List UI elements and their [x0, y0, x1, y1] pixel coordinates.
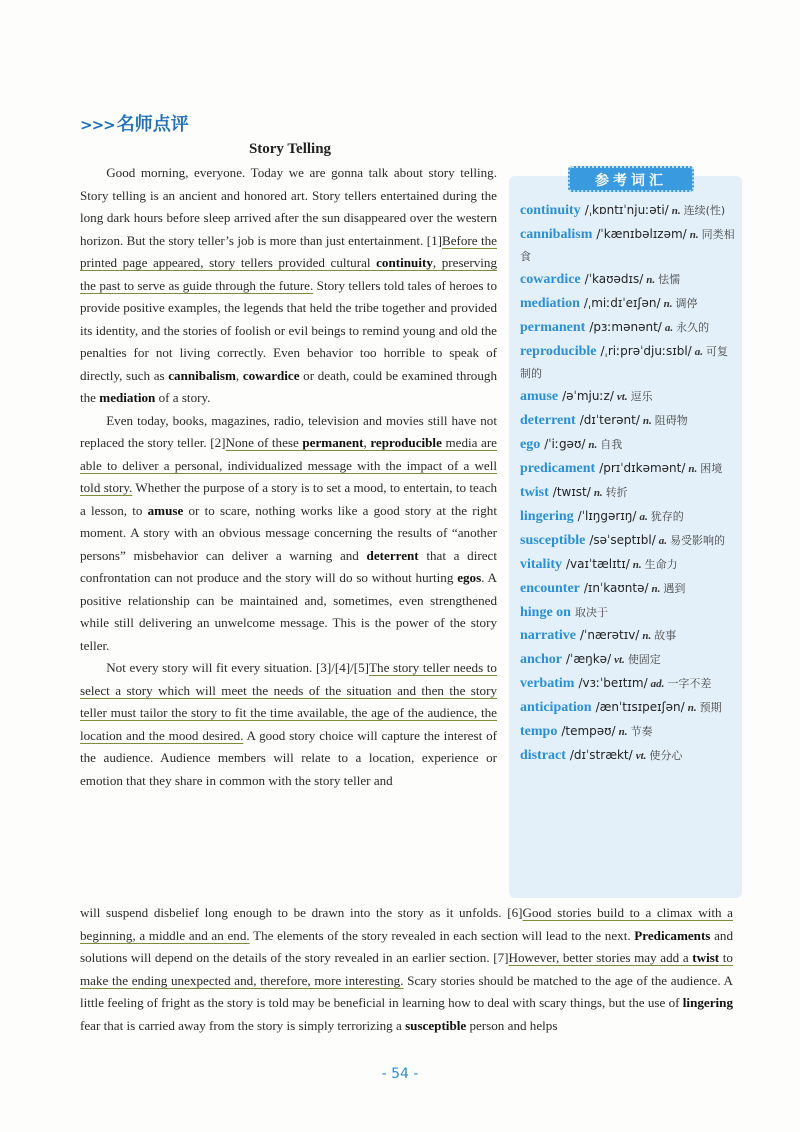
- text-run: to make the ending unexpected and, therefore, more interesting.: [80, 950, 733, 988]
- vocab-word: deterrent: [520, 413, 576, 428]
- vocab-phonetic: /twɪst/: [552, 485, 591, 499]
- text-run: susceptible: [405, 1017, 467, 1033]
- vocab-entry: [520, 697, 738, 719]
- section-arrows: >>>: [80, 116, 115, 134]
- text-run: media are able to deliver a personal, individualized message with the impact of a well told story.: [80, 435, 497, 495]
- text-run: amuse: [147, 502, 184, 518]
- vocab-pos: ad.: [650, 678, 665, 690]
- text-run: lingering: [682, 995, 733, 1010]
- vocab-meaning: 预期: [699, 701, 722, 714]
- vocab-phonetic: /vɜːˈbeɪtɪm/: [578, 676, 648, 690]
- vocab-entry: [520, 341, 738, 384]
- vocab-phonetic: /ænˈtɪsɪpeɪʃən/: [595, 700, 685, 714]
- text-run: However, better stories may add a: [508, 950, 693, 965]
- text-run: Not every story will fit every situation. [3]/[4]/[5]: [106, 660, 370, 675]
- text-run: . A positive relationship can be maintained and, sometimes, even strengthened while still delivering an unwelcome message. This is the power of the story teller.: [80, 570, 498, 653]
- paragraph-2: [80, 410, 497, 658]
- vocab-entry: [520, 721, 738, 743]
- vocab-entry: [520, 386, 738, 408]
- text-run: Before the printed page appeared, story tellers provided cultural: [80, 232, 497, 270]
- vocab-entry: [520, 410, 738, 432]
- vocab-word: verbatim: [520, 676, 575, 691]
- vocab-meaning: 遇到: [663, 582, 686, 595]
- vocab-entry: [520, 458, 738, 480]
- vocab-phonetic: /ˈlɪŋgərɪŋ/: [577, 509, 637, 523]
- text-run: None of these: [225, 435, 303, 450]
- vocab-pos: n.: [588, 439, 598, 451]
- vocab-entry: [520, 530, 738, 552]
- vocab-phonetic: /ˌriːprəˈdjuːsɪbl/: [600, 344, 692, 358]
- vocab-pos: vt.: [635, 750, 647, 762]
- text-run: ,: [363, 435, 371, 450]
- text-run: continuity: [376, 255, 433, 270]
- text-run: Predicaments: [634, 927, 711, 943]
- vocab-meaning: 同类相食: [520, 228, 735, 263]
- vocab-phonetic: /ˈæŋkə/: [566, 652, 612, 666]
- vocab-meaning: 阻碍物: [654, 414, 688, 427]
- vocab-meaning: 节奏: [630, 725, 653, 738]
- section-title-text: 名师点评: [116, 114, 189, 135]
- vocab-entry: [520, 200, 738, 222]
- vocab-pos: n.: [642, 415, 652, 427]
- vocab-entry: [520, 293, 738, 315]
- vocab-word: predicament: [520, 461, 596, 476]
- vocab-phonetic: /ˈkænɪbəlɪzəm/: [596, 227, 687, 241]
- vocab-entry: [520, 578, 738, 600]
- vocab-entry: [520, 649, 738, 671]
- vocab-phonetic: /prɪˈdɪkəmənt/: [599, 461, 686, 475]
- vocab-entry: [520, 554, 738, 576]
- vocab-word: reproducible: [520, 344, 597, 359]
- vocab-pos: n.: [651, 583, 661, 595]
- vocab-heading: 参考词汇: [568, 166, 694, 192]
- page-number: - 54 -: [381, 1066, 419, 1082]
- vocab-entry: [520, 625, 738, 647]
- vocab-word: narrative: [520, 628, 576, 643]
- text-run: will suspend disbelief long enough to be drawn into the story as it unfolds. [6]: [80, 905, 523, 920]
- vocab-entry: [520, 482, 738, 504]
- text-run: or to scare, nothing works like a good story at the right moment. A story with an obvious message concerning the results of “another persons” misbehavior can deliver a warning and: [80, 502, 497, 563]
- vocab-meaning: 逗乐: [630, 390, 653, 403]
- vocab-pos: vt.: [614, 654, 625, 666]
- vocab-word: tempo: [520, 724, 558, 739]
- vocab-pos: n.: [618, 726, 628, 738]
- text-run: Good morning, everyone. Today we are gonna talk about story telling. Story telling is an ancient and honored art. Story tellers entertained during the long dark hours before sleep arrived after the sun disappeared over the western horizon. But the story teller’s job is more than just entertainment. [1]: [80, 165, 497, 248]
- text-run: A good story choice will capture the interest of the audience. Audience members will relate to a location, experience or emotion that they share in common with the story teller and: [80, 727, 497, 788]
- text-run: Scary stories should be matched to the age of the audience. A little feeling of fright as the story is told may be beneficial in learning how to deal with scary things, but the use of: [80, 972, 733, 1010]
- article-title: Story Telling: [248, 141, 332, 157]
- text-run: and solutions will depend on the details of the story revealed in an earlier section. [7]: [80, 927, 733, 965]
- vocab-meaning: 使分心: [649, 749, 683, 762]
- text-run: Even today, books, magazines, radio, television and movies still have not replaced the story teller. [2]: [80, 412, 497, 450]
- vocab-word: ego: [520, 437, 541, 452]
- vocab-entry: [520, 269, 738, 291]
- vocab-pos: vt.: [616, 391, 628, 403]
- vocab-phonetic: /tempəʊ/: [561, 724, 616, 738]
- text-run: of a story.: [155, 390, 211, 405]
- vocab-entry: [520, 317, 738, 339]
- vocab-pos: n.: [632, 559, 642, 571]
- vocab-pos: n.: [671, 205, 681, 217]
- vocab-word: distract: [520, 748, 566, 763]
- section-title: [80, 110, 189, 136]
- text-run: twist: [692, 950, 720, 965]
- vocab-pos: a.: [658, 535, 667, 547]
- vocab-meaning: 易受影响的: [669, 534, 725, 547]
- vocab-phonetic: /ɪnˈkaʊntə/: [583, 581, 649, 595]
- vocab-phonetic: /dɪˈstrækt/: [569, 748, 633, 762]
- vocab-word: lingering: [520, 509, 574, 524]
- vocab-entry: [520, 434, 738, 456]
- vocab-meaning: 使固定: [627, 653, 661, 666]
- text-run: , preserving the past to serve as guide through the future.: [80, 255, 497, 293]
- vocab-pos: n.: [689, 229, 699, 241]
- text-run: that a direct confrontation can not produce and the story will do so without hurting: [80, 547, 497, 585]
- vocab-phonetic: /pɜːmənənt/: [589, 320, 662, 334]
- vocab-word: amuse: [520, 389, 559, 404]
- vocab-phonetic: /ˈiːgəʊ/: [544, 437, 586, 451]
- vocab-meaning: 怯懦: [658, 273, 681, 286]
- paragraph-1: [80, 162, 497, 410]
- vocab-pos: n.: [593, 487, 603, 499]
- vocab-word: anticipation: [520, 700, 592, 715]
- text-run: Good stories build to a climax with a beginning, a middle and an end.: [80, 905, 733, 943]
- vocab-word: mediation: [520, 296, 580, 311]
- text-run: cowardice: [242, 367, 300, 383]
- vocab-meaning: 可复制的: [520, 345, 728, 380]
- vocab-word: vitality: [520, 557, 562, 572]
- vocab-phonetic: /ˌmiːdɪˈeɪʃən/: [583, 296, 661, 310]
- text-run: person and helps: [466, 1017, 558, 1033]
- vocab-word: susceptible: [520, 533, 586, 548]
- vocab-word: permanent: [520, 320, 586, 335]
- vocab-meaning: 取决于: [574, 606, 608, 619]
- vocab-pos: n.: [663, 298, 673, 310]
- vocab-pos: n.: [646, 274, 656, 286]
- vocab-word: continuity: [520, 203, 581, 218]
- vocab-meaning: 永久的: [676, 321, 710, 334]
- vocab-word: twist: [520, 485, 549, 500]
- vocab-meaning: 连续(性): [683, 204, 726, 217]
- vocab-phonetic: /ˈnærətɪv/: [579, 628, 640, 642]
- paragraph-4: [80, 902, 733, 1037]
- text-run: egos: [457, 570, 482, 585]
- vocab-pos: a.: [639, 511, 648, 523]
- vocab-pos: n.: [687, 702, 697, 714]
- vocab-meaning: 生命力: [644, 558, 678, 571]
- vocab-entry: [520, 602, 738, 623]
- vocab-phonetic: /vaɪˈtælɪtɪ/: [566, 557, 630, 571]
- vocab-pos: a.: [664, 322, 674, 334]
- vocab-entry: [520, 506, 738, 528]
- vocab-word: hinge on: [520, 605, 571, 620]
- text-run: The story teller needs to select a story which will meet the needs of the situation and then the story teller must tailor the story to fit the time available, the age of the audience, the location and the mood desired.: [80, 660, 497, 743]
- vocab-word: cannibalism: [520, 227, 593, 242]
- text-run: cannibalism: [168, 367, 236, 383]
- vocab-list: [520, 200, 738, 769]
- vocab-entry: [520, 673, 738, 695]
- text-run: or death, could be examined through the: [80, 367, 497, 405]
- vocab-phonetic: /ˌkɒntɪˈnjuːəti/: [584, 203, 669, 217]
- vocab-phonetic: /səˈseptɪbl/: [589, 533, 656, 547]
- text-run: ,: [235, 367, 243, 383]
- vocab-phonetic: /əˈmjuːz/: [562, 389, 614, 403]
- article-column: [80, 162, 497, 792]
- text-run: fear that is carried away from the story is simply terrorizing a: [80, 1017, 406, 1033]
- text-run: The elements of the story revealed in each section will lead to the next.: [249, 927, 635, 943]
- vocab-meaning: 转折: [605, 486, 628, 499]
- vocab-meaning: 调停: [675, 297, 698, 310]
- vocab-meaning: 故事: [654, 629, 677, 642]
- vocab-word: encounter: [520, 581, 580, 596]
- vocab-pos: n.: [642, 630, 652, 642]
- vocab-pos: n.: [688, 463, 698, 475]
- vocab-entry: [520, 224, 738, 267]
- vocab-word: cowardice: [520, 272, 581, 287]
- vocab-phonetic: /ˈkaʊədɪs/: [584, 272, 644, 286]
- vocab-meaning: 困境: [700, 462, 723, 475]
- text-run: deterrent: [366, 547, 419, 563]
- vocab-meaning: 自我: [600, 438, 623, 451]
- vocab-phonetic: /dɪˈterənt/: [579, 413, 640, 427]
- vocab-meaning: 犹存的: [650, 510, 684, 523]
- vocab-entry: [520, 745, 738, 767]
- text-run: Whether the purpose of a story is to set a mood, to entertain, to teach a lesson, to: [80, 480, 497, 518]
- text-run: reproducible: [370, 435, 442, 450]
- vocab-meaning: 一字不差: [667, 677, 712, 690]
- vocab-pos: a.: [694, 346, 703, 358]
- paragraph-3: [80, 657, 497, 792]
- text-run: permanent: [302, 435, 364, 450]
- text-run: mediation: [99, 390, 156, 405]
- vocab-word: anchor: [520, 652, 562, 667]
- text-run: Story tellers told tales of heroes to provide positive examples, the legends that held the tribe together and provided its identity, and the stories of foolish or evil beings to remind young and old the penalties for not living correctly. Even behavior too horrible to speak of directly, such as: [80, 277, 497, 383]
